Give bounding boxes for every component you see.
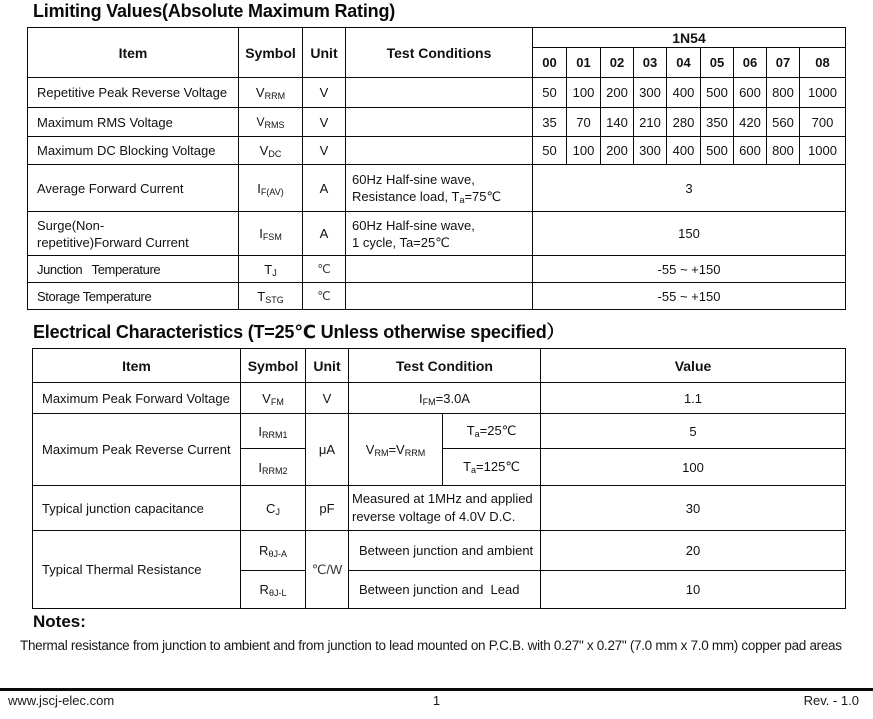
section-title-limiting-values: Limiting Values(Absolute Maximum Rating) (33, 1, 396, 21)
symbol-main: R (259, 582, 269, 597)
item-cell: Maximum DC Blocking Voltage (28, 137, 239, 165)
symbol-sub: RRM1 (262, 429, 288, 440)
t2-header-unit: Unit (306, 349, 349, 383)
unit-cell: ℃ (303, 283, 346, 310)
value-cell: 3 (533, 165, 846, 212)
value-cell: 100 (541, 449, 846, 486)
table-row (28, 256, 846, 283)
value-cell: 10 (541, 571, 846, 609)
t1-header-col-04: 04 (667, 48, 701, 78)
t2-header-test-condition: Test Condition (349, 349, 541, 383)
test-condition-cell: $I_{FM}=3.0A$ (349, 383, 541, 414)
t1-header-col-01: 01 (567, 48, 601, 78)
value-cell: 500 (701, 78, 734, 108)
value-cell: 5 (541, 414, 846, 449)
item-cell: Typical Thermal Resistance (33, 531, 241, 609)
notes-heading: Notes: (33, 612, 86, 631)
condition-line: 1 cycle, Ta=25℃ (352, 234, 450, 250)
symbol-sub: J (272, 267, 277, 278)
symbol-main: V (255, 85, 265, 100)
test-condition-cell: Between junction and Lead (349, 571, 541, 609)
symbol-cell (241, 449, 306, 486)
value-cell: 800 (767, 137, 800, 165)
symbol-sub: FM (270, 396, 284, 407)
unit-cell: V (306, 383, 349, 414)
value-cell: 560 (767, 108, 800, 137)
value-cell: 70 (567, 108, 601, 137)
value-cell: 30 (541, 486, 846, 531)
value-cell: 140 (601, 108, 634, 137)
value-cell: 50 (533, 78, 567, 108)
test-conditions-cell (346, 108, 533, 137)
unit-cell: μA (306, 414, 349, 486)
item-cell: Maximum RMS Voltage (28, 108, 239, 137)
notes-body: Thermal resistance from junction to ambient and from junction to lead mounted on P.C.B. with 0.27" x 0.27" (7.0 mm x 7.0 mm) copper pad areas (20, 638, 842, 653)
condition-line: Resistance load, $T_a=75℃$ (352, 189, 502, 205)
value-cell: 1000 (800, 137, 846, 165)
unit-cell: A (303, 165, 346, 212)
t1-header-col-00: 00 (533, 48, 567, 78)
test-condition-cell: $T_a=25℃$ (443, 414, 541, 449)
value-cell: 800 (767, 78, 800, 108)
symbol-main: I (257, 180, 261, 196)
revision-label: Rev. - 1.0 (803, 693, 859, 708)
t1-header-col-07: 07 (767, 48, 800, 78)
symbol-cell (241, 383, 306, 414)
value-cell: 1000 (800, 78, 846, 108)
value-cell: 100 (567, 78, 601, 108)
symbol-main: V (259, 143, 269, 158)
symbol-cell (241, 486, 306, 531)
value-cell: 700 (800, 108, 846, 137)
section-title-electrical-characteristics: Electrical Characteristics (T=25℃ Unless otherwise specified） (33, 322, 565, 342)
item-cell: Typical junction capacitance (33, 486, 241, 531)
symbol-sub: STG (265, 294, 284, 305)
value-cell: 420 (734, 108, 767, 137)
symbol-cell (241, 571, 306, 609)
symbol-cell (241, 531, 306, 571)
symbol-sub: RRM (264, 91, 286, 101)
symbol-cell (239, 165, 303, 212)
value-cell: 50 (533, 137, 567, 165)
symbol-cell (239, 212, 303, 256)
notes-section (20, 612, 863, 655)
symbol-main: R (259, 543, 269, 558)
item-cell: Average Forward Current (28, 165, 239, 212)
unit-cell: ℃ (303, 256, 346, 283)
test-condition-cell: $V_{RM}=V_{RRM}$ (349, 414, 443, 486)
test-conditions-cell (346, 165, 533, 212)
value-cell: 300 (634, 137, 667, 165)
value-cell: 600 (734, 78, 767, 108)
test-condition-cell: $T_a=125℃$ (443, 449, 541, 486)
symbol-sub: J (275, 506, 280, 517)
symbol-sub: RRM2 (262, 465, 288, 476)
symbol-main: I (258, 423, 263, 439)
symbol-main: T (264, 261, 273, 277)
t1-header-test-conditions: Test Conditions (346, 28, 533, 78)
value-cell: 280 (667, 108, 701, 137)
symbol-sub: DC (268, 149, 282, 159)
test-condition-cell: Measured at 1MHz and applied reverse voltage of 4.0V D.C. (349, 486, 541, 531)
t2-header-item: Item (33, 349, 241, 383)
t1-header-col-02: 02 (601, 48, 634, 78)
symbol-sub: θJ-L (268, 588, 287, 598)
value-cell: 1.1 (541, 383, 846, 414)
unit-cell: pF (306, 486, 349, 531)
symbol-main: I (258, 459, 263, 475)
condition-line: 60Hz Half-sine wave, (352, 217, 475, 233)
value-cell: 500 (701, 137, 734, 165)
t2-header-value: Value (541, 349, 846, 383)
symbol-cell (241, 414, 306, 449)
unit-cell: V (303, 137, 346, 165)
symbol-main: C (266, 500, 276, 516)
item-cell: Surge(Non-repetitive)Forward Current (28, 212, 239, 256)
unit-cell: ℃/W (306, 531, 349, 609)
value-cell: 300 (634, 78, 667, 108)
t1-header-col-05: 05 (701, 48, 734, 78)
test-conditions-cell (346, 212, 533, 256)
symbol-cell (239, 108, 303, 137)
electrical-characteristics-table (32, 348, 846, 609)
item-cell: Maximum Peak Forward Voltage (33, 383, 241, 414)
symbol-main: V (256, 115, 265, 129)
page-number: 1 (432, 693, 441, 708)
value-cell: 35 (533, 108, 567, 137)
t1-header-unit: Unit (303, 28, 346, 78)
test-condition-cell: Between junction and ambient (349, 531, 541, 571)
condition-line: 60Hz Half-sine wave, (352, 172, 475, 187)
table-row (33, 383, 846, 414)
t1-header-col-06: 06 (734, 48, 767, 78)
symbol-main: T (257, 288, 266, 304)
item-cell: Repetitive Peak Reverse Voltage (28, 78, 239, 108)
footer-divider (0, 688, 873, 691)
table-row (28, 137, 846, 165)
test-conditions-cell (346, 78, 533, 108)
value-cell: 150 (533, 212, 846, 256)
table-row (33, 486, 846, 531)
symbol-cell (239, 256, 303, 283)
test-conditions-cell (346, 137, 533, 165)
value-cell: 20 (541, 531, 846, 571)
table-row (28, 283, 846, 310)
item-cell: Maximum Peak Reverse Current (33, 414, 241, 486)
table-row (28, 78, 846, 108)
table-row (33, 531, 846, 571)
value-cell: 350 (701, 108, 734, 137)
test-conditions-cell (346, 283, 533, 310)
symbol-cell (239, 137, 303, 165)
table-row (28, 212, 846, 256)
table-row (33, 414, 846, 449)
t2-header-symbol: Symbol (241, 349, 306, 383)
limiting-values-table (27, 27, 846, 310)
table-row (28, 108, 846, 137)
value-cell: 100 (567, 137, 601, 165)
value-cell: 200 (601, 137, 634, 165)
t1-header-col-08: 08 (800, 48, 846, 78)
item-cell: Junction Temperature (28, 256, 239, 283)
value-cell: 210 (634, 108, 667, 137)
symbol-sub: F(AV) (260, 186, 284, 197)
t1-header-col-03: 03 (634, 48, 667, 78)
value-cell: -55 ~ +150 (533, 256, 846, 283)
value-cell: 400 (667, 137, 701, 165)
symbol-sub: θJ-A (268, 549, 287, 559)
symbol-sub: FSM (262, 232, 282, 242)
unit-cell: A (303, 212, 346, 256)
symbol-cell (239, 283, 303, 310)
t1-header-part-group: 1N54 (533, 28, 846, 48)
symbol-cell (239, 78, 303, 108)
item-cell: Storage Temperature (28, 283, 239, 310)
symbol-main: I (259, 226, 263, 241)
t1-header-symbol: Symbol (239, 28, 303, 78)
value-cell: -55 ~ +150 (533, 283, 846, 310)
value-cell: 600 (734, 137, 767, 165)
value-cell: 200 (601, 78, 634, 108)
footer-website-link[interactable]: www.jscj-elec.com (8, 693, 115, 708)
value-cell: 400 (667, 78, 701, 108)
unit-cell: V (303, 108, 346, 137)
test-conditions-cell (346, 256, 533, 283)
t1-header-item: Item (28, 28, 239, 78)
unit-cell: V (303, 78, 346, 108)
symbol-main: V (262, 390, 271, 406)
table-row (28, 165, 846, 212)
symbol-sub: RMS (264, 120, 285, 130)
